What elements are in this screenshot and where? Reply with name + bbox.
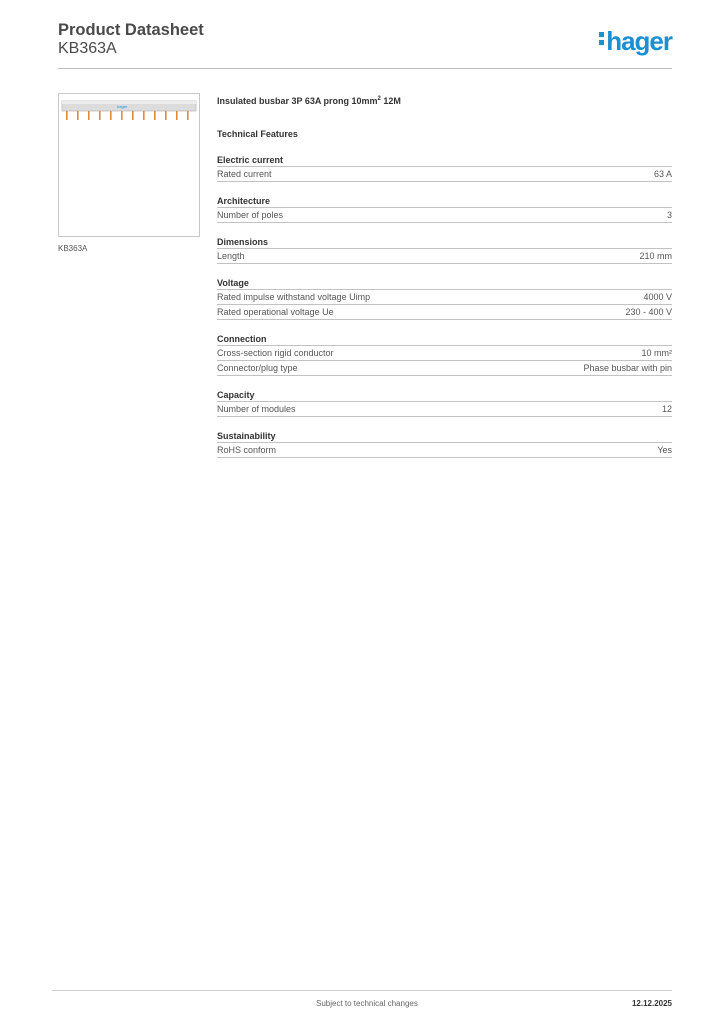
feature-value: 230 - 400 V	[625, 307, 672, 317]
footer-date: 12.12.2025	[631, 999, 672, 1008]
busbar-illustration	[59, 94, 199, 236]
hager-logo	[599, 26, 672, 57]
feature-value: 4000 V	[643, 292, 672, 302]
feature-label: Cross-section rigid conductor	[217, 348, 334, 358]
footer-note: Subject to technical changes	[316, 999, 418, 1008]
section-electric-current	[217, 155, 672, 182]
doc-title: Product Datasheet	[58, 21, 204, 39]
busbar-pin	[99, 111, 101, 120]
feature-value: 12	[661, 404, 672, 414]
busbar-pin	[77, 111, 79, 120]
section-title: Voltage	[217, 278, 249, 288]
busbar-pin	[121, 111, 123, 120]
busbar-pin	[66, 111, 68, 120]
busbar-pin	[176, 111, 178, 120]
feature-label: Number of modules	[217, 404, 296, 414]
logo-dots-icon	[599, 29, 604, 48]
feature-label: Rated current	[217, 169, 272, 179]
product-code: KB363A	[58, 40, 117, 57]
section-title: Electric current	[217, 155, 284, 165]
feature-value: Yes	[657, 445, 672, 455]
busbar-pin	[165, 111, 167, 120]
busbar-pins	[66, 111, 189, 120]
feature-label: Rated impulse withstand voltage Uimp	[217, 292, 371, 302]
feature-label: Connector/plug type	[217, 363, 298, 373]
footer-divider	[52, 990, 672, 991]
page-header	[58, 20, 672, 68]
feature-row	[217, 289, 672, 304]
feature-label: Number of poles	[217, 210, 284, 220]
section-connection	[217, 334, 672, 376]
section-title: Architecture	[217, 196, 271, 206]
feature-value: 3	[666, 210, 672, 220]
product-description-text: Insulated busbar 3P 63A prong 10mm	[217, 96, 378, 106]
feature-value: 63 A	[653, 169, 672, 179]
technical-features-heading: Technical Features	[217, 129, 298, 139]
busbar-pin	[187, 111, 189, 120]
section-architecture	[217, 196, 672, 223]
feature-row	[217, 166, 672, 182]
feature-label: Rated operational voltage Ue	[217, 307, 334, 317]
feature-value: 10 mm²	[641, 348, 672, 358]
feature-row	[217, 442, 672, 458]
section-title: Sustainability	[217, 431, 276, 441]
section-title: Capacity	[217, 390, 255, 400]
product-image-frame	[58, 93, 200, 237]
busbar-pin	[88, 111, 90, 120]
feature-row	[217, 248, 672, 264]
section-voltage	[217, 278, 672, 320]
feature-row	[217, 345, 672, 360]
feature-value: 210 mm	[639, 251, 672, 261]
busbar-pin	[132, 111, 134, 120]
section-title: Dimensions	[217, 237, 269, 247]
feature-row	[217, 207, 672, 223]
section-title: Connection	[217, 334, 267, 344]
logo-text: hager	[606, 26, 672, 56]
product-description-sup: 2	[377, 96, 381, 102]
section-capacity	[217, 390, 672, 417]
header-divider	[58, 68, 672, 69]
image-caption: KB363A	[58, 244, 88, 253]
section-dimensions	[217, 237, 672, 264]
busbar-pin	[154, 111, 156, 120]
features-content	[217, 96, 672, 458]
feature-row	[217, 360, 672, 376]
feature-label: Length	[217, 251, 245, 261]
product-description-suffix: 12M	[380, 96, 401, 106]
feature-row	[217, 304, 672, 320]
feature-value: Phase busbar with pin	[583, 363, 672, 373]
busbar-label: hager	[117, 104, 128, 109]
product-description	[217, 96, 672, 110]
busbar-pin	[143, 111, 145, 120]
feature-label: RoHS conform	[217, 445, 277, 455]
busbar-pin	[110, 111, 112, 120]
feature-row	[217, 401, 672, 417]
section-sustainability	[217, 431, 672, 458]
